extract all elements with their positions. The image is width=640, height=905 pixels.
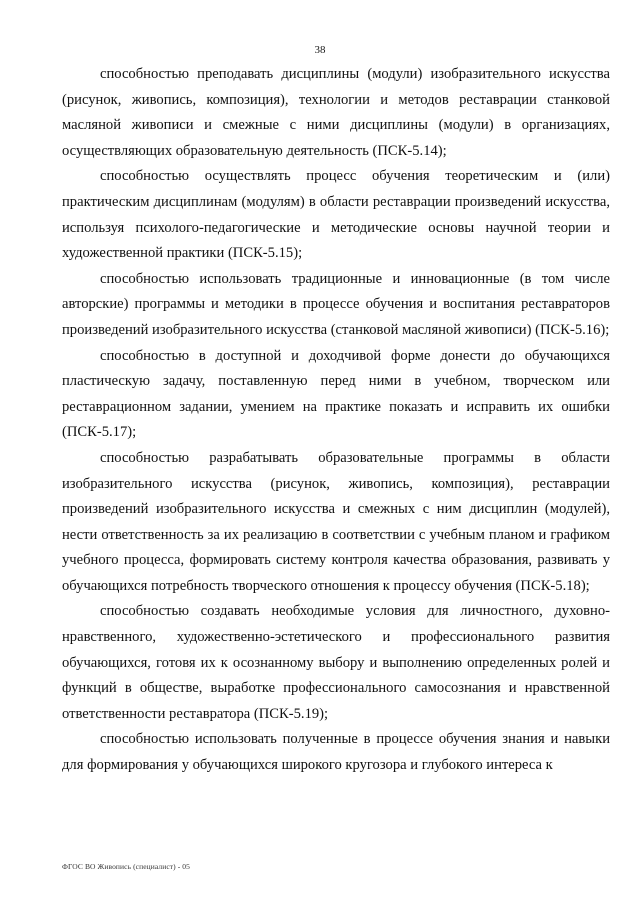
paragraph-continued: способностью использовать полученные в процессе обучения знания и навыки для формирования у обучающихся широкого кругозора и глубокого интереса к <box>62 731 610 774</box>
paragraph-psk-5-19: способностью создавать необходимые условия для личностного, духовно-нравственного, художественно-эстетического и профессионального развития обучающихся, готовя их к осознанному выбору и выполнению определенных ролей и функций в обществе, выработке профессионального самосознания и нравственной ответственности реставратора (ПСК-5.19); <box>62 603 610 722</box>
paragraph-psk-5-14: способностью преподавать дисциплины (модули) изобразительного искусства (рисунок, живопись, композиция), технологии и методов реставрации станковой масляной живописи и смежные с ними дисциплины (модули) в организациях, осуществляющих образовательную деятельность (ПСК-5.14); <box>62 66 610 159</box>
paragraph-psk-5-17: способностью в доступной и доходчивой форме донести до обучающихся пластическую задачу, поставленную перед ними в учебном, творческом или реставрационном задании, умением на практике показать и исправить их ошибки (ПСК-5.17); <box>62 347 610 441</box>
document-body <box>62 62 610 779</box>
page-number: 38 <box>314 44 326 56</box>
paragraph-psk-5-18: способностью разрабатывать образовательные программы в области изобразительного искусства (рисунок, живопись, композиция), реставрации произведений изобразительного искусства и смежных с ним дисциплин (модулей), нести ответственность за их реализацию в соответствии с учебным планом и графиком учебного процесса, формировать систему контроля качества образования, развивать у обучающихся потребность творческого отношения к процессу обучения (ПСК-5.18); <box>62 449 610 594</box>
paragraph-psk-5-15: способностью осуществлять процесс обучения теоретическим и (или) практическим дисциплинам (модулям) в области реставрации произведений искусства, используя психолого-педагогические и методические основы научной теории и художественной практики (ПСК-5.15); <box>62 168 610 262</box>
paragraph-psk-5-16: способностью использовать традиционные и инновационные (в том числе авторские) программы и методики в процессе обучения и воспитания реставраторов произведений изобразительного искусства (станковой масляной живописи) (ПСК-5.16); <box>62 270 610 338</box>
page-footer: ФГОС ВО Живопись (специалист) - 05 <box>62 862 190 871</box>
